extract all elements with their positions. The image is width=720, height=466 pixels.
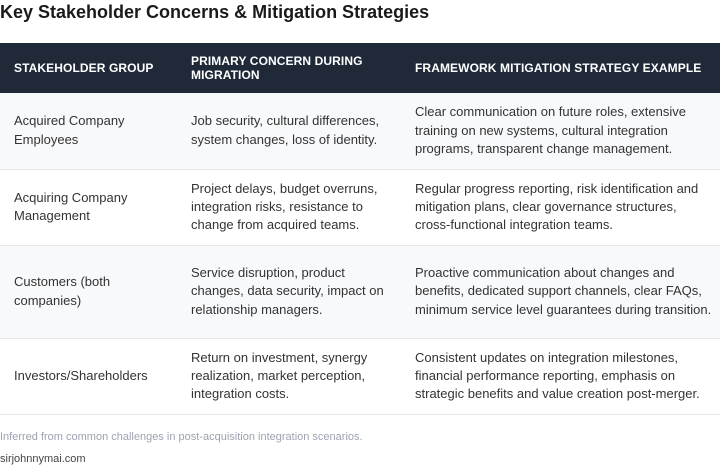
cell-group: Acquiring Company Management [0, 169, 177, 245]
source-note: Inferred from common challenges in post-acquisition integration scenarios. [0, 431, 363, 443]
stakeholder-table [0, 43, 720, 415]
table-body [0, 93, 720, 414]
cell-group: Acquired Company Employees [0, 93, 177, 169]
header-mitigation-strategy: FRAMEWORK MITIGATION STRATEGY EXAMPLE [415, 61, 702, 75]
cell-strategy: Consistent updates on integration milestones, financial performance reporting, emphasis on strategic benefits and value creation post-merger. [401, 338, 720, 414]
cell-group: Investors/Shareholders [0, 338, 177, 414]
header-stakeholder-group: STAKEHOLDER GROUP [14, 61, 154, 75]
header-primary-concern: PRIMARY CONCERN DURING MIGRATION [191, 54, 363, 82]
table-header-row [0, 43, 720, 93]
table-header [0, 43, 720, 93]
site-credit: sirjohnnymai.com [0, 453, 86, 465]
cell-strategy: Proactive communication about changes and benefits, dedicated support channels, clear FAQs, minimum service level guarantees during transition. [401, 245, 720, 338]
table-row [0, 338, 720, 414]
cell-group: Customers (both companies) [0, 245, 177, 338]
cell-concern: Service disruption, product changes, data security, impact on relationship managers. [177, 245, 401, 338]
cell-concern: Return on investment, synergy realization, market perception, integration costs. [177, 338, 401, 414]
page-title: Key Stakeholder Concerns & Mitigation Strategies [0, 2, 430, 22]
table-row [0, 169, 720, 245]
table-row [0, 245, 720, 338]
cell-concern: Job security, cultural differences, system changes, loss of identity. [177, 93, 401, 169]
table-row [0, 93, 720, 169]
cell-strategy: Clear communication on future roles, extensive training on new systems, cultural integration programs, transparent change management. [401, 93, 720, 169]
cell-concern: Project delays, budget overruns, integration risks, resistance to change from acquired teams. [177, 169, 401, 245]
cell-strategy: Regular progress reporting, risk identification and mitigation plans, clear governance structures, cross-functional integration teams. [401, 169, 720, 245]
